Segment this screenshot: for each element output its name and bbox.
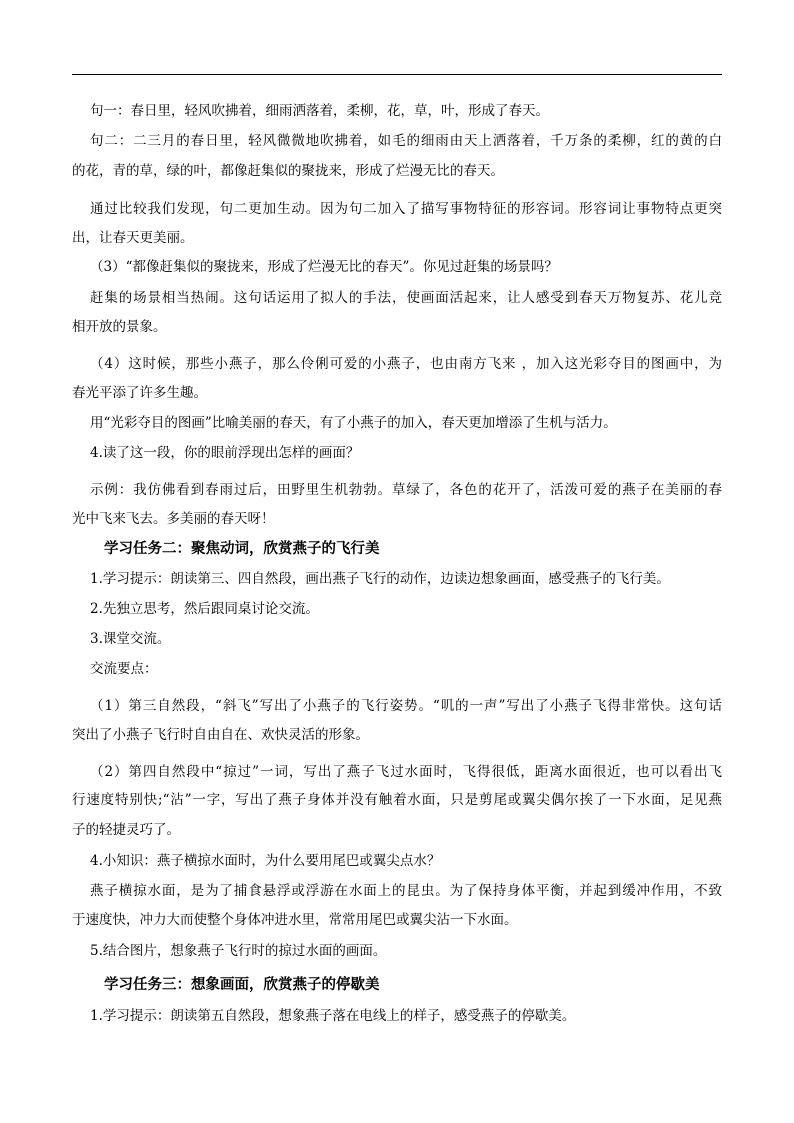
- paragraph-line: （3）“都像赶集似的聚拢来，形成了烂漫无比的春天”。你见过赶集的场景吗？: [90, 259, 558, 275]
- paragraph-line: 相开放的景象。: [72, 319, 167, 335]
- paragraph-line: （2）第四自然段中“掠过”一词，写出了燕子飞过水面时，飞得很低，距离水面很近，也可以看出飞: [90, 764, 722, 780]
- paragraph-line: 句二：二三月的春日里，轻风微微地吹拂着，如毛的细雨由天上洒落着，千万条的柔柳，红的黄的白: [90, 133, 722, 149]
- paragraph-line: 示例：我仿佛看到春雨过后，田野里生机勃勃。草绿了，各色的花开了，活泼可爱的燕子在美丽的春: [90, 482, 722, 498]
- paragraph-line: 通过比较我们发现，句二更加生动。因为句二加入了描写事物特征的形容词。形容词让事物特点更突: [90, 201, 722, 217]
- paragraph-line: 燕子横掠水面，是为了捕食悬浮或浮游在水面上的昆虫。为了保持身体平衡，并起到缓冲作用，不致: [90, 883, 722, 899]
- paragraph-line: 交流要点：: [90, 661, 158, 677]
- paragraph-line: 出，让春天更美丽。: [72, 230, 194, 246]
- paragraph-line: 突出了小燕子飞行时自由自在、欢快灵活的形象。: [72, 727, 369, 743]
- task-three-heading: 学习任务三：想象画面，欣赏燕子的停歇美: [104, 976, 380, 993]
- paragraph-line: （4）这时候，那些小燕子，那么伶俐可爱的小燕子，也由南方飞来 ，加入这光彩夺目的图画中，为: [90, 356, 722, 372]
- paragraph-line: 春光平添了许多生趣。: [72, 385, 207, 401]
- paragraph-line: 4.读了这一段，你的眼前浮现出怎样的画面？: [90, 445, 360, 461]
- paragraph-line: 5.结合图片，想象燕子飞行时的掠过水面的画面。: [90, 943, 387, 959]
- paragraph-line: 用“光彩夺目的图画”比喻美丽的春天，有了小燕子的加入，春天更加增添了生机与活力。: [90, 415, 617, 431]
- header-rule: [72, 74, 722, 75]
- paragraph-line: 2.先独立思考，然后跟同桌讨论交流。: [90, 601, 319, 617]
- paragraph-line: 光中飞来飞去。多美丽的春天呀！: [72, 511, 275, 527]
- paragraph-line: 的花，青的草，绿的叶，都像赶集似的聚拢来，形成了烂漫无比的春天。: [72, 163, 504, 179]
- paragraph-line: 3.课堂交流。: [90, 631, 171, 647]
- paragraph-line: 4.小知识：燕子横掠水面时，为什么要用尾巴或翼尖点水？: [90, 853, 441, 869]
- paragraph-line: 于速度快，冲力大而使整个身体冲进水里，常常用尾巴或翼尖沾一下水面。: [72, 912, 518, 928]
- paragraph-line: 赶集的场景相当热闹。这句话运用了拟人的手法，使画面活起来，让人感受到春天万物复苏、花儿竞: [90, 290, 722, 306]
- paragraph-line: 子的轻捷灵巧了。: [72, 822, 180, 838]
- paragraph-line: 1.学习提示：朗读第五自然段，想象燕子落在电线上的样子，感受燕子的停歇美。: [90, 1008, 576, 1024]
- paragraph-line: 行速度特别快;“沾”一字，写出了燕子身体并没有触着水面，只是剪尾或翼尖偶尔挨了一下水面，足见燕: [72, 792, 722, 808]
- paragraph-line: （1）第三自然段，“斜飞”写出了小燕子的飞行姿势。“叽的一声”写出了小燕子飞得非常快。这句话: [90, 698, 722, 714]
- paragraph-line: 句一：春日里，轻风吹拂着，细雨洒落着，柔柳，花，草，叶，形成了春天。: [90, 103, 549, 119]
- paragraph-line: 1.学习提示：朗读第三、四自然段，画出燕子飞行的动作，边读边想象画面，感受燕子的飞行美。: [90, 571, 670, 587]
- task-two-heading: 学习任务二：聚焦动词，欣赏燕子的飞行美: [104, 540, 380, 557]
